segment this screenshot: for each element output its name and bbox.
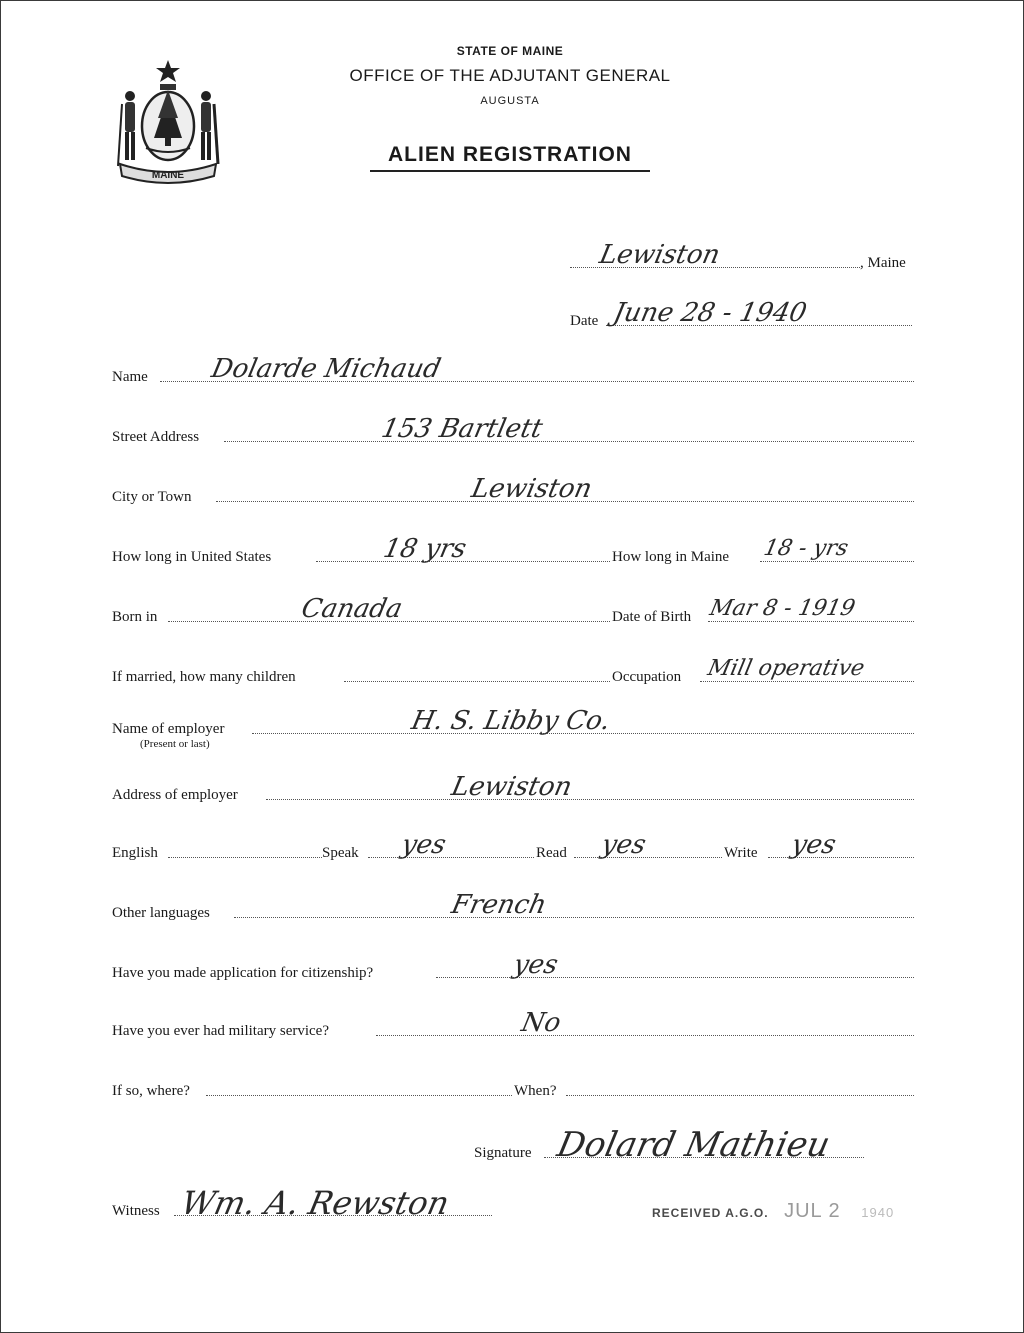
read-label: Read bbox=[536, 845, 567, 861]
citizenship-value: yes bbox=[510, 950, 561, 980]
speak-label: Speak bbox=[322, 845, 359, 861]
received-stamp bbox=[652, 1200, 894, 1223]
employer-sublabel: (Present or last) bbox=[140, 738, 210, 750]
header-state: STATE OF MAINE bbox=[456, 44, 564, 58]
stamp-prefix: RECEIVED A.G.O. bbox=[652, 1206, 769, 1220]
english-row bbox=[112, 830, 914, 862]
languages-line bbox=[234, 917, 914, 918]
city-value: Lewiston bbox=[468, 474, 595, 504]
us-time-label: How long in United States bbox=[112, 549, 272, 565]
children-label: If married, how many children bbox=[112, 669, 296, 685]
english-line bbox=[168, 857, 322, 858]
signature-value: Dolard Mathieu bbox=[553, 1125, 834, 1165]
residence-row bbox=[112, 534, 914, 566]
signature-row bbox=[474, 1125, 874, 1165]
citizenship-label: Have you made application for citizenship? bbox=[112, 965, 374, 981]
employer-row bbox=[112, 706, 914, 750]
military-line bbox=[376, 1035, 914, 1036]
seal-motto: MAINE bbox=[151, 170, 185, 181]
name-value: Dolarde Michaud bbox=[208, 354, 444, 384]
street-value: 153 Bartlett bbox=[378, 414, 546, 444]
occupation-label: Occupation bbox=[612, 669, 682, 685]
speak-line bbox=[368, 857, 534, 858]
street-label: Street Address bbox=[112, 429, 200, 445]
street-row bbox=[112, 414, 914, 446]
date-value: June 28 - 1940 bbox=[610, 298, 810, 328]
dob-label: Date of Birth bbox=[612, 609, 692, 625]
military-label: Have you ever had military service? bbox=[112, 1023, 329, 1039]
stamp-year: 1940 bbox=[861, 1205, 895, 1220]
town-suffix: , Maine bbox=[860, 255, 906, 271]
read-value: yes bbox=[598, 830, 649, 860]
name-label: Name bbox=[112, 369, 148, 385]
city-row bbox=[112, 474, 914, 506]
born-value: Canada bbox=[298, 594, 405, 624]
date-row bbox=[570, 298, 915, 330]
state-seal bbox=[112, 56, 224, 186]
where-row bbox=[112, 1074, 914, 1100]
born-label: Born in bbox=[112, 609, 158, 625]
where-label: If so, where? bbox=[112, 1083, 190, 1099]
employer-address-line bbox=[266, 799, 914, 800]
when-line bbox=[566, 1095, 914, 1096]
name-row bbox=[112, 354, 914, 386]
employer-value: H. S. Libby Co. bbox=[408, 706, 613, 736]
children-line bbox=[344, 681, 610, 682]
street-line bbox=[224, 441, 914, 442]
military-row bbox=[112, 1008, 914, 1040]
maine-time-label: How long in Maine bbox=[612, 549, 730, 565]
write-value: yes bbox=[788, 830, 839, 860]
employer-address-label: Address of employer bbox=[112, 787, 238, 803]
employer-address-row bbox=[112, 772, 914, 804]
us-time-value: 18 yrs bbox=[380, 534, 470, 564]
speak-value: yes bbox=[398, 830, 449, 860]
military-value: No bbox=[518, 1008, 564, 1038]
when-label: When? bbox=[514, 1083, 557, 1099]
signature-label: Signature bbox=[474, 1145, 532, 1161]
title-underline bbox=[370, 170, 650, 172]
read-line bbox=[574, 857, 722, 858]
employer-address-value: Lewiston bbox=[448, 772, 575, 802]
town-value: Lewiston bbox=[596, 240, 723, 270]
occupation-value: Mill operative bbox=[705, 656, 867, 681]
citizenship-line bbox=[436, 977, 914, 978]
write-label: Write bbox=[724, 845, 758, 861]
english-label: English bbox=[112, 845, 158, 861]
witness-label: Witness bbox=[112, 1203, 160, 1219]
form-title: ALIEN REGISTRATION bbox=[388, 143, 632, 166]
witness-row bbox=[112, 1184, 512, 1222]
languages-label: Other languages bbox=[112, 905, 210, 921]
town-row bbox=[570, 240, 915, 272]
maine-time-value: 18 - yrs bbox=[761, 536, 851, 561]
header-office: OFFICE OF THE ADJUTANT GENERAL bbox=[349, 66, 671, 85]
city-label: City or Town bbox=[112, 489, 192, 505]
date-label: Date bbox=[570, 313, 599, 329]
languages-value: French bbox=[448, 890, 550, 920]
dob-value: Mar 8 - 1919 bbox=[707, 596, 858, 621]
where-line bbox=[206, 1095, 512, 1096]
languages-row bbox=[112, 890, 914, 922]
birth-row bbox=[112, 594, 914, 626]
employer-label: Name of employer bbox=[112, 721, 225, 737]
witness-value: Wm. A. Rewston bbox=[177, 1184, 453, 1222]
citizenship-row bbox=[112, 950, 914, 982]
header-city: AUGUSTA bbox=[480, 95, 540, 107]
stamp-date: JUL 2 bbox=[784, 1200, 841, 1222]
children-row bbox=[112, 656, 914, 686]
